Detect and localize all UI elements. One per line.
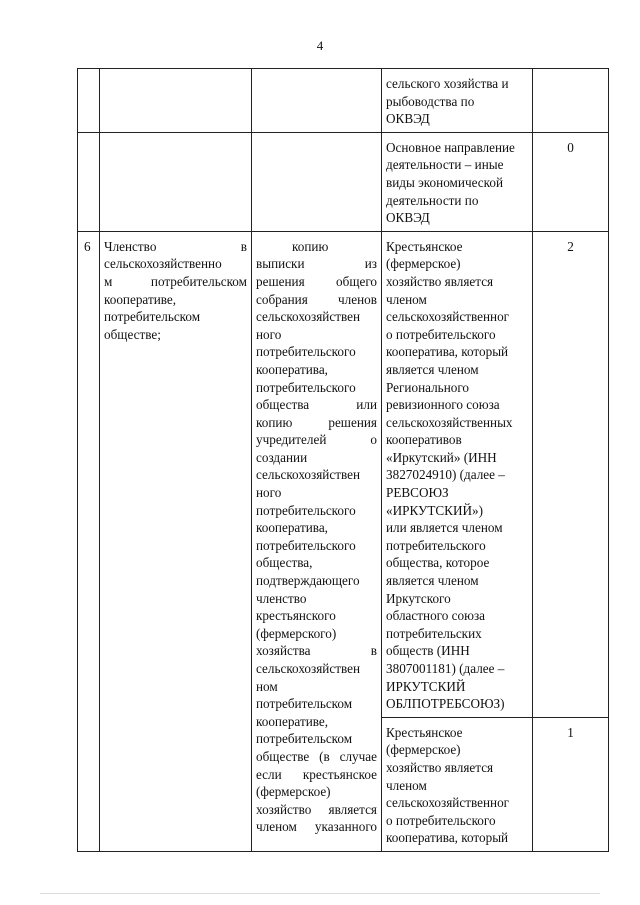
score-cell: 2: [533, 231, 609, 717]
text-line: или является членом: [386, 520, 503, 536]
text-line: крестьянского: [256, 608, 336, 624]
text-line: членом: [386, 291, 427, 307]
text-line: сельскохозяйствен: [256, 661, 361, 676]
text-line: хозяйства в: [256, 643, 377, 659]
text-line: кооперативе,: [256, 713, 329, 729]
score-cell: 0: [533, 132, 609, 231]
text-line: потребительского: [386, 537, 486, 553]
scan-edge-line: [40, 893, 600, 894]
text-line: (фермерского): [256, 625, 337, 641]
text-line: обществе (в случае: [256, 748, 377, 764]
criterion-cell: [382, 69, 533, 133]
text-line: сельскохозяйственног: [386, 795, 510, 811]
text-line: (фермерское): [386, 256, 461, 272]
text-line: если крестьянское: [256, 766, 377, 782]
text-line: хозяйство является: [386, 759, 494, 775]
number-cell: 6: [78, 231, 100, 851]
text-line: Крестьянское: [386, 238, 463, 254]
text-line: потребительском: [256, 731, 353, 747]
text-line: Иркутского: [386, 590, 451, 606]
text-line: учредителей о: [256, 432, 377, 448]
indicator-line: м потребительском: [104, 273, 247, 289]
criterion-cell: [382, 231, 533, 717]
text-line: хозяйство является: [256, 801, 377, 817]
text-line: решения общего: [256, 273, 377, 289]
table-row: [78, 132, 609, 231]
text-line: ревизионного союза: [386, 397, 500, 413]
criterion-cell: [382, 717, 533, 851]
text-line: является членом: [386, 573, 479, 589]
indicator-line: Членство в: [104, 238, 247, 254]
number-cell: [78, 69, 100, 133]
text-line: Регионального: [386, 379, 470, 395]
text-line: общества или: [256, 397, 377, 413]
text-line: о потребительского: [386, 326, 496, 342]
text-line: потребительском: [256, 696, 353, 712]
text-line: копию решения: [256, 414, 377, 430]
text-line: 3827024910) (далее –: [386, 467, 505, 483]
text-line: обществ (ИНН: [386, 643, 470, 659]
score-cell: [533, 69, 609, 133]
text-line: кооператива, который: [386, 830, 509, 846]
text-line: общества,: [256, 555, 313, 571]
text-line: ном: [256, 678, 278, 694]
text-line: 3807001181) (далее –: [386, 661, 505, 676]
text-line: ИРКУТСКИЙ: [386, 678, 466, 694]
criterion-line: деятельности по: [386, 192, 479, 208]
indicator-cell: [100, 69, 252, 133]
text-line: потребительского: [256, 502, 356, 518]
text-line: сельскохозяйствен: [256, 309, 361, 325]
number-cell: [78, 132, 100, 231]
criteria-table: [77, 68, 609, 852]
text-line: кооператива, который: [386, 344, 509, 360]
text-line: «Иркутский» (ИНН: [386, 449, 497, 465]
criterion-line: сельского хозяйства и: [386, 76, 509, 91]
document-cell: [252, 132, 382, 231]
text-line: сельскохозяйственног: [386, 309, 510, 325]
text-line: ного: [256, 326, 282, 342]
table-row: [78, 231, 609, 717]
document-cell: [252, 69, 382, 133]
text-line: кооператива,: [256, 361, 328, 377]
indicator-line: обществе;: [104, 326, 161, 342]
score-cell: 1: [533, 717, 609, 851]
indicator-cell: [100, 231, 252, 851]
criterion-line: ОКВЭД: [386, 111, 430, 127]
text-line: ного: [256, 485, 282, 501]
text-line: копию: [292, 238, 329, 254]
text-line: подтверждающего: [256, 573, 360, 589]
text-line: РЕВСОЮЗ: [386, 485, 449, 501]
text-line: выписки из: [256, 256, 377, 272]
text-line: членом: [386, 777, 427, 793]
indicator-line: сельскохозяйственно: [104, 256, 222, 272]
text-line: хозяйство является: [386, 273, 494, 289]
text-line: «ИРКУТСКИЙ»): [386, 502, 483, 518]
indicator-cell: [100, 132, 252, 231]
criterion-line: Основное направление: [386, 139, 515, 155]
text-line: общества, которое: [386, 555, 490, 571]
text-line: сельскохозяйствен: [256, 467, 361, 483]
criterion-line: рыбоводства по: [386, 93, 475, 109]
text-line: собрания членов: [256, 291, 377, 307]
document-cell: [252, 231, 382, 851]
text-line: (фермерское): [256, 784, 331, 800]
criterion-line: деятельности – иные: [386, 157, 504, 173]
text-line: о потребительского: [386, 812, 496, 828]
text-line: ОБЛПОТРЕБСОЮЗ): [386, 696, 505, 712]
text-line: Крестьянское: [386, 724, 463, 740]
text-line: является членом: [386, 361, 479, 377]
indicator-line: потребительском: [104, 309, 201, 325]
criterion-cell: [382, 132, 533, 231]
text-line: потребительского: [256, 379, 356, 395]
table-row: [78, 69, 609, 133]
text-line: потребительских: [386, 625, 482, 641]
text-line: создании: [256, 449, 308, 465]
criterion-line: ОКВЭД: [386, 210, 430, 226]
text-line: членом указанного: [256, 819, 377, 835]
text-line: членство: [256, 590, 307, 606]
indicator-line: кооперативе,: [104, 291, 177, 307]
text-line: сельскохозяйственных: [386, 414, 513, 430]
text-line: кооперативов: [386, 432, 462, 448]
text-line: (фермерское): [386, 742, 461, 758]
text-line: потребительского: [256, 537, 356, 553]
text-line: потребительского: [256, 344, 356, 360]
text-line: областного союза: [386, 608, 486, 624]
page-number: 4: [316, 38, 324, 53]
criterion-line: виды экономической: [386, 174, 503, 190]
text-line: кооператива,: [256, 520, 328, 536]
